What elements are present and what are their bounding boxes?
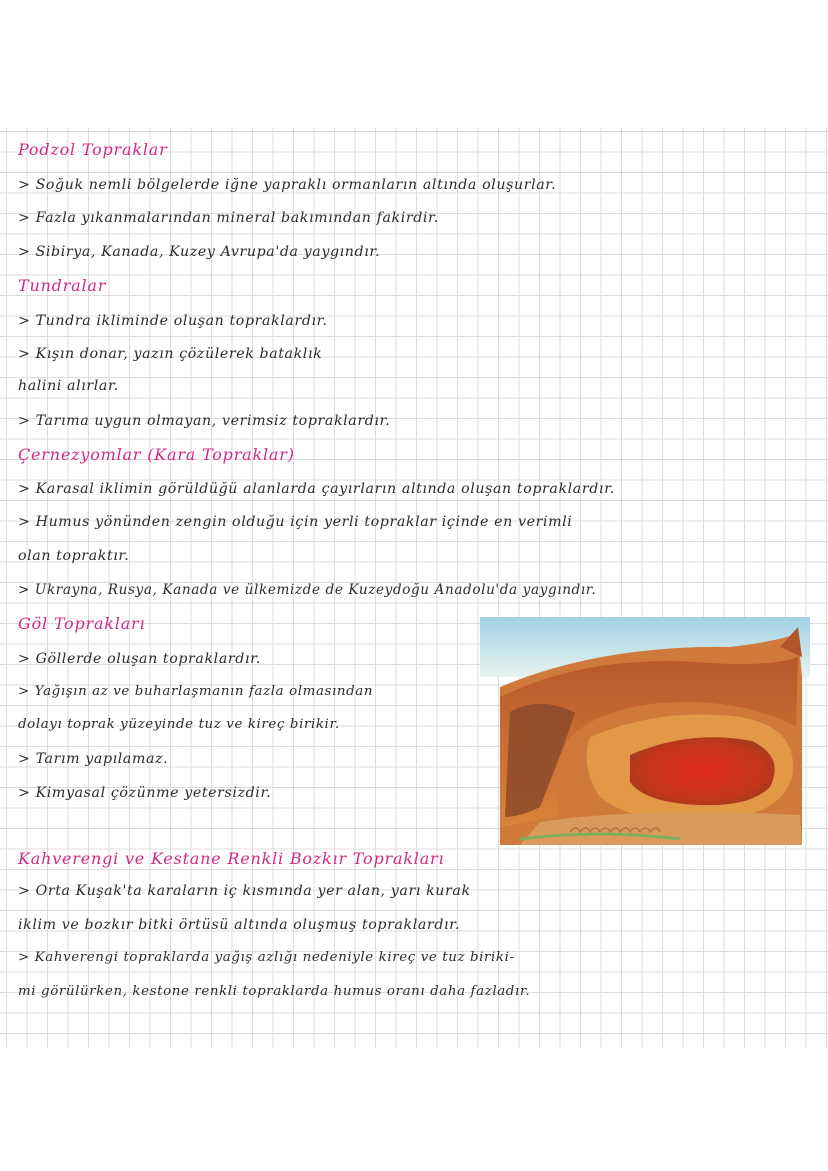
kahverengi-line-4: mi görülürken, kestone renkli topraklarda humus oranı daha fazladır. [18, 984, 531, 999]
soil-landform-illustration [480, 617, 810, 845]
gol-line-4: > Tarım yapılamaz. [18, 751, 169, 767]
gol-line-3: dolayı toprak yüzeyinde tuz ve kireç birikir. [18, 717, 340, 732]
heading-podzol: Podzol Topraklar [18, 140, 168, 159]
gol-line-2: > Yağışın az ve buharlaşmanın fazla olmasından [18, 684, 374, 699]
tundra-line-3: halini alırlar. [18, 378, 119, 394]
heading-gol-topraklari: Göl Toprakları [18, 614, 146, 633]
podzol-line-1: > Soğuk nemli bölgelerde iğne yapraklı ormanların altında oluşurlar. [18, 177, 557, 193]
kahverengi-line-1: > Orta Kuşak'ta karaların iç kısmında yer alan, yarı kurak [18, 883, 471, 899]
podzol-line-2: > Fazla yıkanmalarından mineral bakımından fakirdir. [18, 210, 439, 226]
tundra-line-2: > Kışın donar, yazın çözülerek bataklık [18, 346, 323, 362]
podzol-line-3: > Sibirya, Kanada, Kuzey Avrupa'da yaygındır. [18, 244, 381, 260]
heading-kahverengi-kestane: Kahverengi ve Kestane Renkli Bozkır Toprakları [18, 849, 445, 868]
heading-tundralar: Tundralar [18, 276, 107, 295]
cernezyom-line-4: > Ukrayna, Rusya, Kanada ve ülkemizde de Kuzeydoğu Anadolu'da yaygındır. [18, 582, 597, 598]
kahverengi-line-2: iklim ve bozkır bitki örtüsü altında oluşmuş topraklardır. [18, 917, 461, 933]
cernezyom-line-3: olan topraktır. [18, 548, 130, 564]
gol-line-1: > Göllerde oluşan topraklardır. [18, 651, 262, 667]
tundra-line-1: > Tundra ikliminde oluşan topraklardır. [18, 313, 328, 329]
gol-line-5: > Kimyasal çözünme yetersizdir. [18, 785, 272, 801]
tundra-line-4: > Tarıma uygun olmayan, verimsiz topraklardır. [18, 413, 391, 429]
kahverengi-line-3: > Kahverengi topraklarda yağış azlığı nedeniyle kireç ve tuz biriki- [18, 950, 515, 965]
cernezyom-line-2: > Humus yönünden zengin olduğu için yerli topraklar içinde en verimli [18, 514, 573, 530]
heading-cernezyomlar: Çernezyomlar (Kara Topraklar) [18, 445, 295, 464]
cernezyom-line-1: > Karasal iklimin görüldüğü alanlarda çayırların altında oluşan topraklardır. [18, 481, 615, 497]
